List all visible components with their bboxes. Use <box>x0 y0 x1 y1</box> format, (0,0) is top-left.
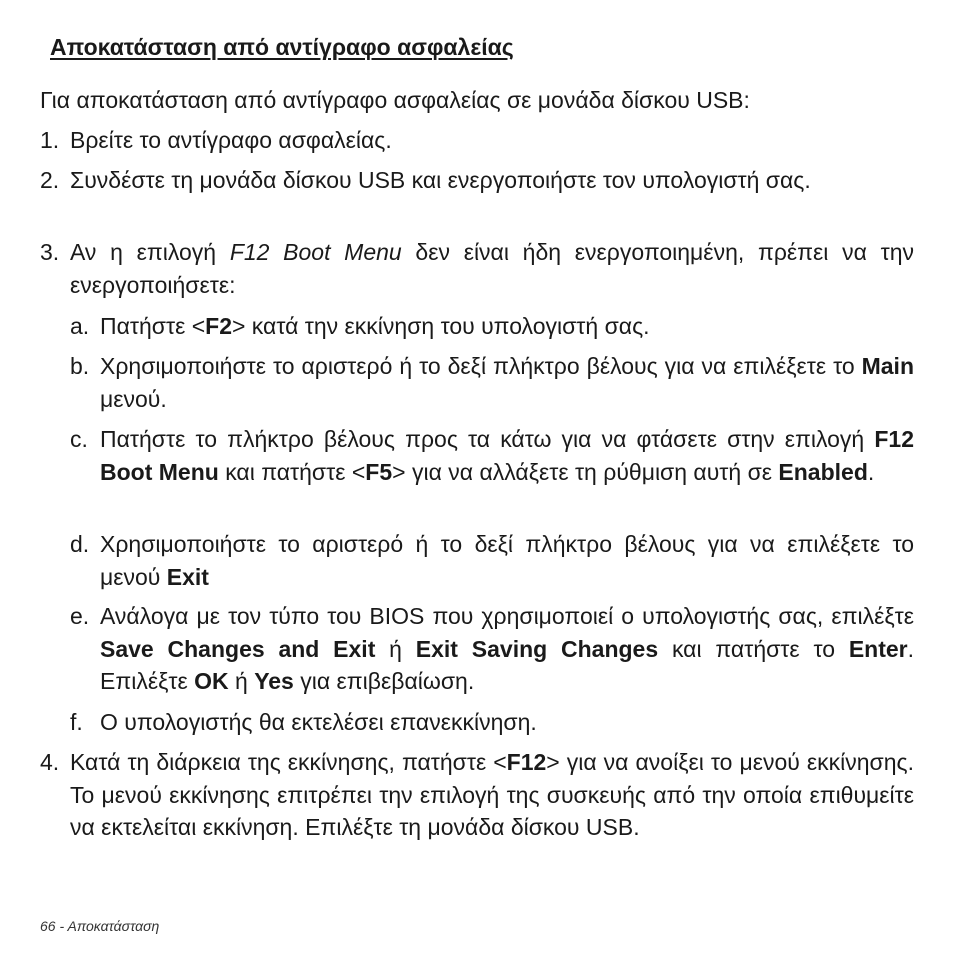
step-text: Βρείτε το αντίγραφο ασφαλείας. <box>70 127 392 153</box>
substep-text: Πατήστε <F2> κατά την εκκίνηση του υπολογιστή σας. <box>100 313 650 339</box>
step-3 <box>40 236 914 301</box>
option-label: F12 Boot Menu <box>100 426 914 485</box>
substep-marker: b. <box>70 353 90 379</box>
substep-a <box>70 310 914 343</box>
intro-paragraph: Για αποκατάσταση από αντίγραφο ασφαλείας σε μονάδα δίσκου USB: <box>40 87 750 113</box>
menu-label: Main <box>861 353 914 379</box>
step-1 <box>40 124 914 157</box>
step-4 <box>40 746 914 844</box>
confirm-label: OK <box>194 668 229 694</box>
step-text: Αν η επιλογή F12 Boot Menu δεν είναι ήδη ενεργοποιημένη, πρέπει να την ενεργοποιήσετε: <box>70 239 914 298</box>
step-marker: 3. <box>40 239 60 265</box>
substep-marker: d. <box>70 531 90 557</box>
step-2 <box>40 164 914 197</box>
step-marker: 2. <box>40 167 60 193</box>
substep-text: Ο υπολογιστής θα εκτελέσει επανεκκίνηση. <box>100 709 537 735</box>
step-text: Συνδέστε τη μονάδα δίσκου USB και ενεργοποιήστε τον υπολογιστή σας. <box>70 167 811 193</box>
substep-f <box>70 706 914 739</box>
confirm-label: Yes <box>254 668 294 694</box>
key-label: F12 <box>506 749 547 775</box>
italic-option: F12 Boot Menu <box>229 239 402 265</box>
substep-marker: e. <box>70 603 90 629</box>
substep-marker: a. <box>70 313 90 339</box>
substep-text: Πατήστε το πλήκτρο βέλους προς τα κάτω για να φτάσετε στην επιλογή F12 Boot Menu και πατήστε <F5> για να αλλάξετε τη ρύθμιση αυτή σε Enabled. <box>100 426 914 485</box>
menu-label: Exit <box>166 563 209 590</box>
substep-marker: c. <box>70 426 88 452</box>
key-label: F5 <box>365 458 393 485</box>
substep-text: Ανάλογα με τον τύπο του BIOS που χρησιμοποιεί ο υπολογιστής σας, επιλέξτε Save Changes and Exit ή Exit Saving Changes και πατήστε το Enter. Επιλέξτε OK ή Yes για επιβεβαίωση. <box>100 603 914 694</box>
substep-b <box>70 350 914 415</box>
section-heading: Αποκατάσταση από αντίγραφο ασφαλείας <box>50 34 514 60</box>
substep-d <box>70 528 914 593</box>
step-marker: 4. <box>40 749 60 775</box>
substep-text: Χρησιμοποιήστε το αριστερό ή το δεξί πλήκτρο βέλους για να επιλέξετε το Main μενού. <box>100 353 914 412</box>
page-footer: 66 - Αποκατάσταση <box>40 918 160 934</box>
substep-c <box>70 423 914 488</box>
step-text: Κατά τη διάρκεια της εκκίνησης, πατήστε <F12> για να ανοίξει το μενού εκκίνησης. Το μενού εκκίνησης επιτρέπει την επιλογή της συσκευής από την οποία επιθυμείτε να εκτελείται εκκίνηση. Επιλέξτε τη μονάδα δίσκου USB. <box>70 749 914 840</box>
key-label: Enter <box>848 635 908 662</box>
option-label: Save Changes and Exit <box>100 635 376 662</box>
key-label: F2 <box>205 313 232 339</box>
setting-value: Enabled <box>778 458 868 485</box>
substep-marker: f. <box>70 709 83 735</box>
option-label: Exit Saving Changes <box>415 635 659 662</box>
substep-e <box>70 600 914 698</box>
substep-text: Χρησιμοποιήστε το αριστερό ή το δεξί πλήκτρο βέλους για να επιλέξετε το μενού Exit <box>100 531 914 590</box>
step-marker: 1. <box>40 127 60 153</box>
